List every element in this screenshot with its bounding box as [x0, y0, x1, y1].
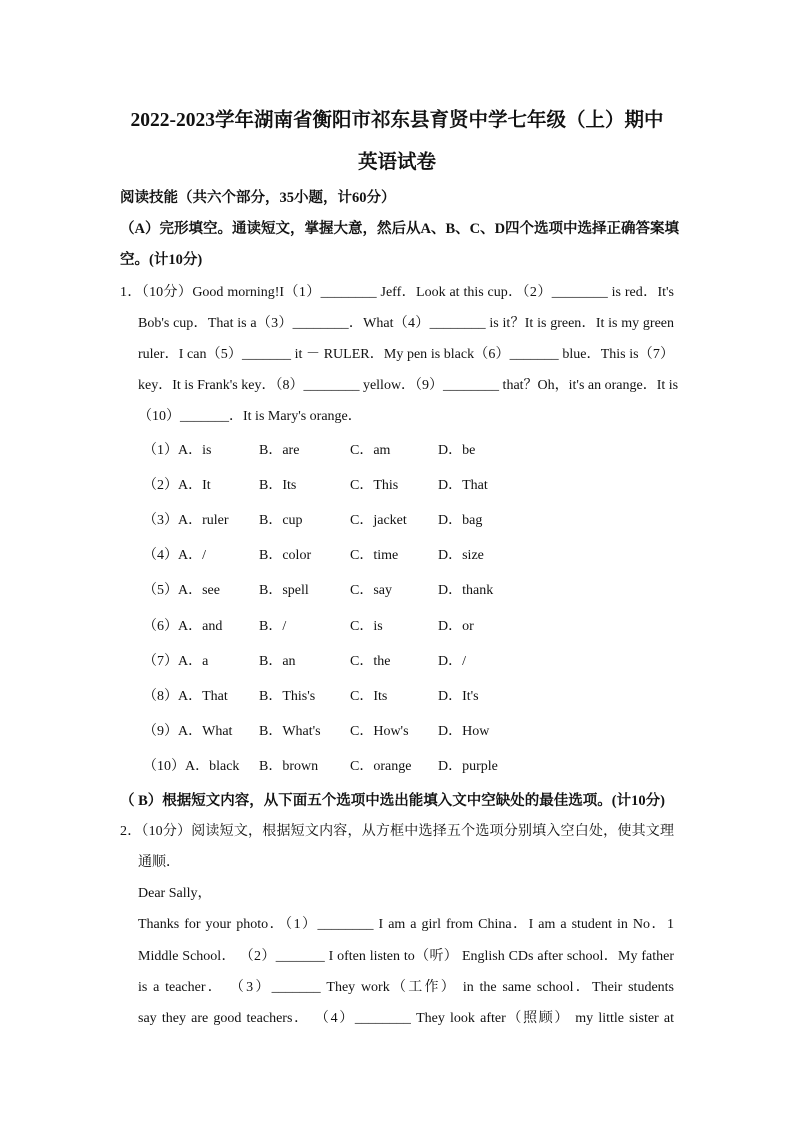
option-d[interactable]: D．or [438, 619, 474, 634]
part-a-instruction-line2: 空。(计10分) [120, 252, 203, 268]
part-a-instruction-line1: （A）完形填空。通读短文，掌握大意，然后从A、B、C、D四个选项中选择正确答案填 [120, 221, 680, 237]
letter-greeting: Dear Sally， [138, 886, 212, 901]
option-b[interactable]: B．This's [259, 689, 316, 704]
option-d[interactable]: D．thank [438, 583, 494, 598]
option-c[interactable]: C．am [350, 443, 391, 458]
letter-line-4: say they are good teachers． （4）________ They look after（照顾） my little sister at [138, 1011, 674, 1026]
option-d[interactable]: D．It's [438, 689, 479, 704]
option-a[interactable]: （10）A．black [143, 759, 240, 774]
option-b[interactable]: B．color [259, 548, 312, 563]
option-d[interactable]: D．be [438, 443, 476, 458]
letter-line-2: Middle School． （2）_______ I often listen to（听） English CDs after school．My father [138, 949, 674, 964]
option-b[interactable]: B．What's [259, 724, 321, 739]
option-a[interactable]: （3）A．ruler [143, 513, 229, 528]
option-a[interactable]: （2）A．It [143, 478, 211, 493]
option-a[interactable]: （7）A．a [143, 654, 209, 669]
option-a[interactable]: （5）A．see [143, 583, 220, 598]
option-c[interactable]: C．time [350, 548, 399, 563]
option-b[interactable]: B．Its [259, 478, 297, 493]
letter-line-1: Thanks for your photo．（1）________ I am a girl from China．I am a student in No．1 [138, 917, 674, 932]
q1-line-5: （10）_______．It is Mary's orange． [138, 409, 362, 424]
option-b[interactable]: B．cup [259, 513, 303, 528]
exam-title-line1: 2022-2023学年湖南省衡阳市祁东县育贤中学七年级（上）期中 [130, 110, 664, 131]
option-d[interactable]: D．/ [438, 654, 466, 669]
option-a[interactable]: （6）A．and [143, 619, 223, 634]
option-d[interactable]: D．bag [438, 513, 483, 528]
option-c[interactable]: C．Its [350, 689, 388, 704]
option-d[interactable]: D．purple [438, 759, 498, 774]
option-b[interactable]: B．are [259, 443, 300, 458]
part-b-instruction: （ B）根据短文内容，从下面五个选项中选出能填入文中空缺处的最佳选项。(计10分) [120, 793, 665, 809]
option-c[interactable]: C．This [350, 478, 399, 493]
q1-line-1: 1．（10分）Good morning!I（1）________ Jeff．Look at this cup．（2）________ is red．It's [120, 285, 674, 300]
option-b[interactable]: B．brown [259, 759, 319, 774]
letter-line-3: is a teacher． （3）_______ They work（工作） in the same school．Their students [138, 980, 674, 995]
option-a[interactable]: （1）A．is [143, 443, 212, 458]
option-d[interactable]: D．size [438, 548, 484, 563]
option-a[interactable]: （9）A．What [143, 724, 233, 739]
option-c[interactable]: C．How's [350, 724, 409, 739]
option-c[interactable]: C．the [350, 654, 391, 669]
option-a[interactable]: （4）A．/ [143, 548, 206, 563]
q2-intro-line1: 2．（10分）阅读短文，根据短文内容，从方框中选择五个选项分别填入空白处，使其文理 [120, 824, 674, 839]
option-c[interactable]: C．say [350, 583, 392, 598]
q2-intro-line2: 通顺． [138, 855, 180, 870]
option-d[interactable]: D．How [438, 724, 490, 739]
exam-title-line2: 英语试卷 [357, 152, 436, 173]
option-d[interactable]: D．That [438, 478, 488, 493]
option-a[interactable]: （8）A．That [143, 689, 228, 704]
option-c[interactable]: C．is [350, 619, 383, 634]
q1-line-4: key．It is Frank's key．（8）________ yellow．（9）________ that？Oh，it's an orange．It is [138, 378, 679, 393]
option-c[interactable]: C．jacket [350, 513, 407, 528]
section-header: 阅读技能（共六个部分，35小题，计60分） [120, 190, 396, 206]
q1-line-3: ruler．I can（5）_______ it － RULER．My pen is black（6）_______ blue．This is（7） [138, 347, 674, 362]
option-c[interactable]: C．orange [350, 759, 412, 774]
option-b[interactable]: B．/ [259, 619, 287, 634]
option-b[interactable]: B．spell [259, 583, 309, 598]
q1-line-2: Bob's cup．That is a（3）________．What（4）________ is it？It is green．It is my green [138, 316, 674, 331]
option-b[interactable]: B．an [259, 654, 296, 669]
